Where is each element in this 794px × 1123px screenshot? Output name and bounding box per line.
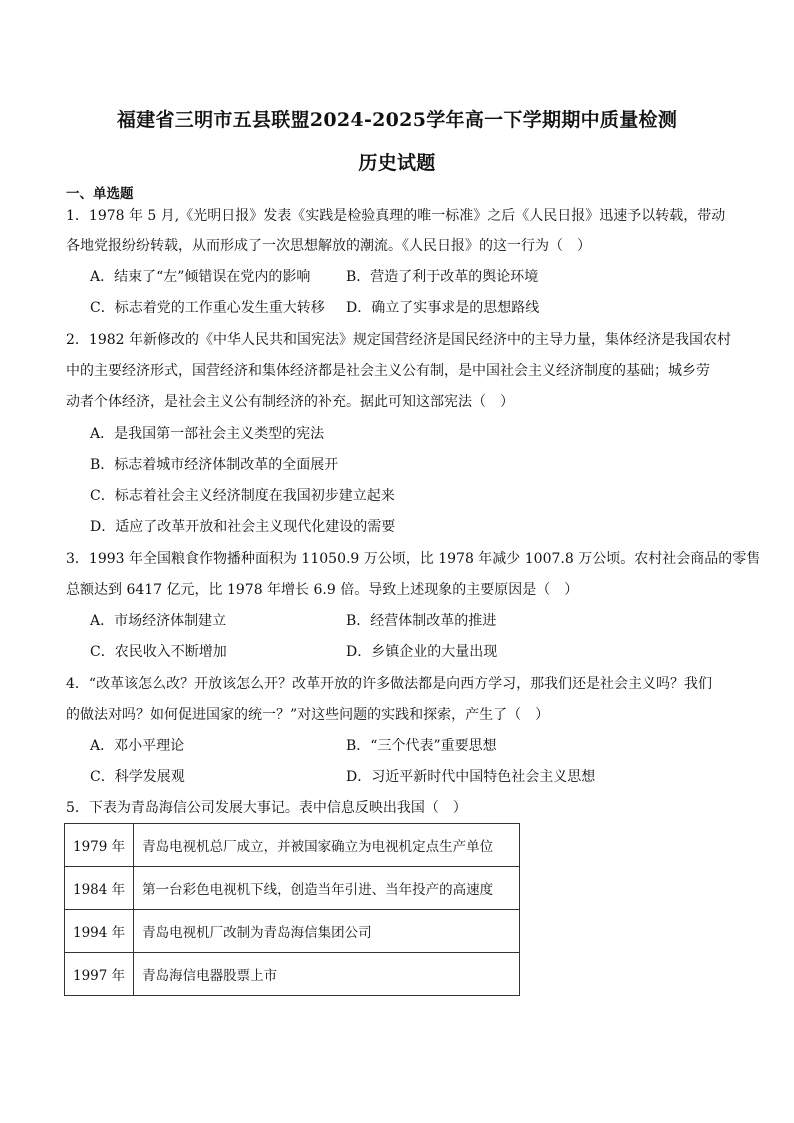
table-row <box>65 824 520 867</box>
events-table <box>64 823 520 996</box>
question-1-line-2: 各地党报纷纷转载，从而形成了一次思想解放的潮流。《人民日报》的这一行为（ ） <box>66 238 591 254</box>
question-3-option-c: C．农民收入不断增加 <box>90 644 227 660</box>
question-4-line-2: 的做法对吗？如何促进国家的统一？”对这些问题的实践和探索，产生了（ ） <box>66 707 550 723</box>
table-cell-year: 1994 年 <box>65 910 134 953</box>
question-1-option-c: C．标志着党的工作重心发生重大转移 <box>90 300 325 316</box>
question-2-option-a: A．是我国第一部社会主义类型的宪法 <box>90 426 325 442</box>
table-row <box>65 953 520 996</box>
question-1-line-1: 1．1978 年 5 月,《光明日报》发表《实践是检验真理的唯一标准》之后《人民日报》迅速予以转载，带动 <box>66 208 726 224</box>
section-heading: 一、单选题 <box>66 186 134 202</box>
question-4-option-b: B．“三个代表”重要思想 <box>346 738 497 754</box>
table-cell-event: 青岛海信电器股票上市 <box>134 953 520 996</box>
question-2-option-d: D．适应了改革开放和社会主义现代化建设的需要 <box>90 519 396 535</box>
table-cell-year: 1984 年 <box>65 867 134 910</box>
question-1-option-a: A．结束了“左”倾错误在党内的影响 <box>90 269 311 285</box>
table-cell-year: 1979 年 <box>65 824 134 867</box>
question-2-line-2: 中的主要经济形式，国营经济和集体经济都是社会主义公有制，是中国社会主义经济制度的基础；城乡劳 <box>66 363 710 379</box>
table-row <box>65 910 520 953</box>
question-4-option-d: D．习近平新时代中国特色社会主义思想 <box>346 769 596 785</box>
question-4-option-a: A．邓小平理论 <box>90 738 185 754</box>
question-1-option-d: D．确立了实事求是的思想路线 <box>346 300 540 316</box>
exam-subtitle: 历史试题 <box>358 152 436 174</box>
question-2-option-b: B．标志着城市经济体制改革的全面展开 <box>90 457 339 473</box>
table-cell-event: 第一台彩色电视机下线，创造当年引进、当年投产的高速度 <box>134 867 520 910</box>
table-cell-event: 青岛电视机总厂成立，并被国家确立为电视机定点生产单位 <box>134 824 520 867</box>
exam-title: 福建省三明市五县联盟2024-2025学年高一下学期期中质量检测 <box>116 109 678 131</box>
question-3-option-d: D．乡镇企业的大量出现 <box>346 644 498 660</box>
table-cell-year: 1997 年 <box>65 953 134 996</box>
question-2-line-3: 动者个体经济，是社会主义公有制经济的补充。据此可知这部宪法（ ） <box>66 394 514 410</box>
question-3-line-2: 总额达到 6417 亿元，比 1978 年增长 6.9 倍。导致上述现象的主要原因是（ ） <box>66 582 579 598</box>
question-3-option-a: A．市场经济体制建立 <box>90 613 227 629</box>
question-3-line-1: 3．1993 年全国粮食作物播种面积为 11050.9 万公顷，比 1978 年减少 1007.8 万公顷。农村社会商品的零售 <box>66 551 761 567</box>
question-3-option-b: B．经营体制改革的推进 <box>346 613 497 629</box>
question-2-option-c: C．标志着社会主义经济制度在我国初步建立起来 <box>90 488 395 504</box>
question-2-line-1: 2．1982 年新修改的《中华人民共和国宪法》规定国营经济是国民经济中的主导力量，集体经济是我国农村 <box>66 332 731 348</box>
table-row <box>65 867 520 910</box>
question-4-option-c: C．科学发展观 <box>90 769 185 785</box>
question-4-line-1: 4．“改革该怎么改？开放该怎么开？改革开放的许多做法都是向西方学习，那我们还是社会主义吗？我们 <box>66 676 713 692</box>
table-cell-event: 青岛电视机厂改制为青岛海信集团公司 <box>134 910 520 953</box>
question-1-option-b: B．营造了利于改革的舆论环境 <box>346 269 539 285</box>
question-5-stem: 5．下表为青岛海信公司发展大事记。表中信息反映出我国（ ） <box>66 800 467 816</box>
